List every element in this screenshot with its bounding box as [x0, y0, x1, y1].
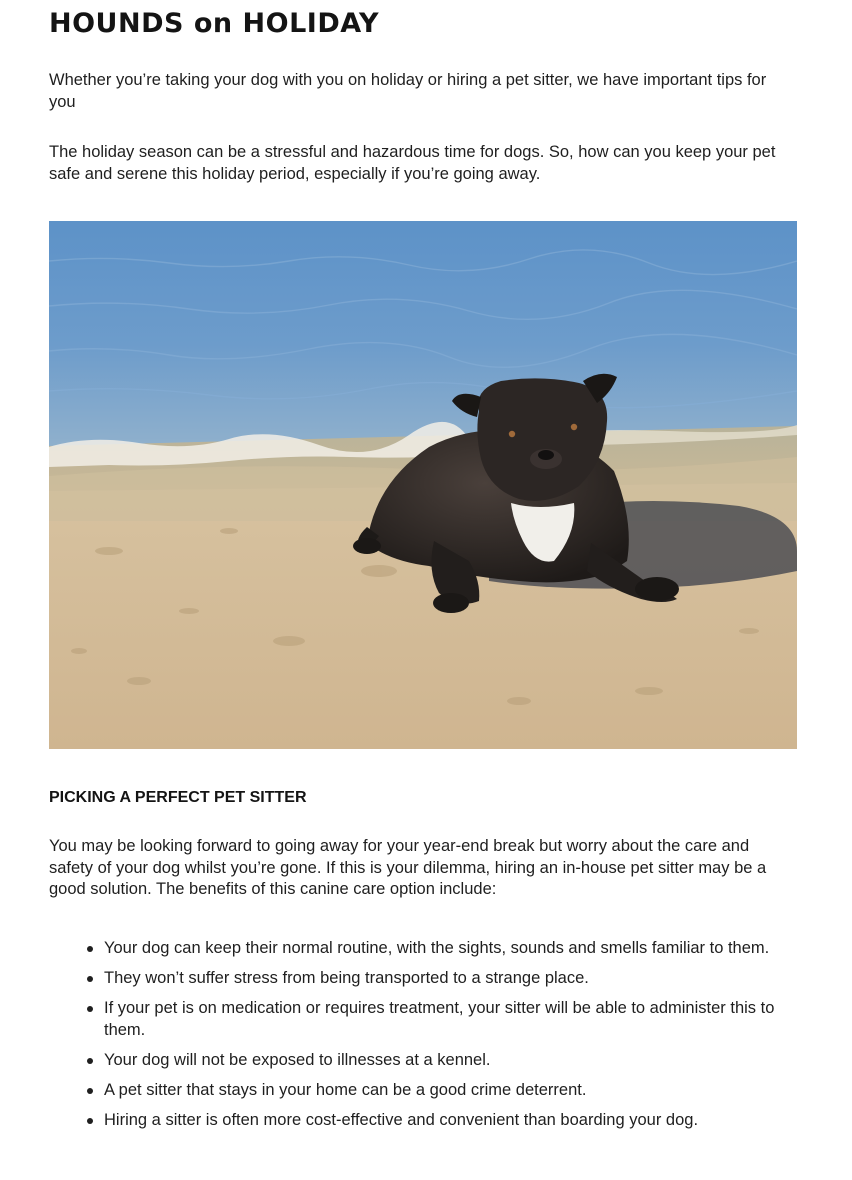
bullet-icon: [87, 1088, 93, 1094]
list-item-text: A pet sitter that stays in your home can be a good crime deterrent.: [104, 1080, 587, 1099]
title-word-on: on: [193, 8, 233, 39]
section-heading: PICKING A PERFECT PET SITTER: [49, 789, 307, 806]
bullet-icon: [87, 1118, 93, 1124]
title-word-holiday: HOLIDAY: [242, 8, 380, 39]
list-item: [87, 998, 787, 1041]
beach-dog-illustration: [49, 221, 797, 749]
list-item-text: Your dog can keep their normal routine, with the sights, sounds and smells familiar to them.: [104, 939, 770, 957]
bullet-icon: [87, 976, 93, 982]
list-item-text: They won’t suffer stress from being transported to a strange place.: [104, 969, 589, 987]
list-item: [87, 1080, 787, 1102]
list-item-text: If your pet is on medication or requires treatment, your sitter will be able to administer this to them.: [104, 999, 775, 1039]
lead-paragraph: The holiday season can be a stressful and hazardous time for dogs. So, how can you keep your pet safe and serene this holiday period, especially if you’re going away.: [49, 143, 776, 183]
list-item-text: Hiring a sitter is often more cost-effective and convenient than boarding your dog.: [104, 1110, 699, 1129]
body-paragraph: You may be looking forward to going away for your year-end break but worry about the care and safety of your dog whilst you’re gone. If this is your dilemma, hiring an in-house pet sitter may be a good solution. The benefits of this canine care option include:: [49, 837, 767, 898]
list-item: [87, 1050, 787, 1072]
list-item: [87, 938, 787, 960]
page-title: [49, 8, 379, 40]
list-item-text: Your dog will not be exposed to illnesses at a kennel.: [104, 1050, 491, 1069]
bullet-icon: [87, 1058, 93, 1064]
hero-image-dog-on-beach: [49, 221, 797, 749]
title-word-hounds: HOUNDS: [49, 8, 184, 39]
bullet-icon: [87, 1006, 93, 1012]
intro-paragraph: Whether you’re taking your dog with you on holiday or hiring a pet sitter, we have important tips for you: [49, 71, 767, 111]
list-item: [87, 1110, 787, 1132]
bullet-icon: [87, 946, 93, 952]
list-item: [87, 968, 787, 990]
benefits-list: [87, 938, 787, 1140]
